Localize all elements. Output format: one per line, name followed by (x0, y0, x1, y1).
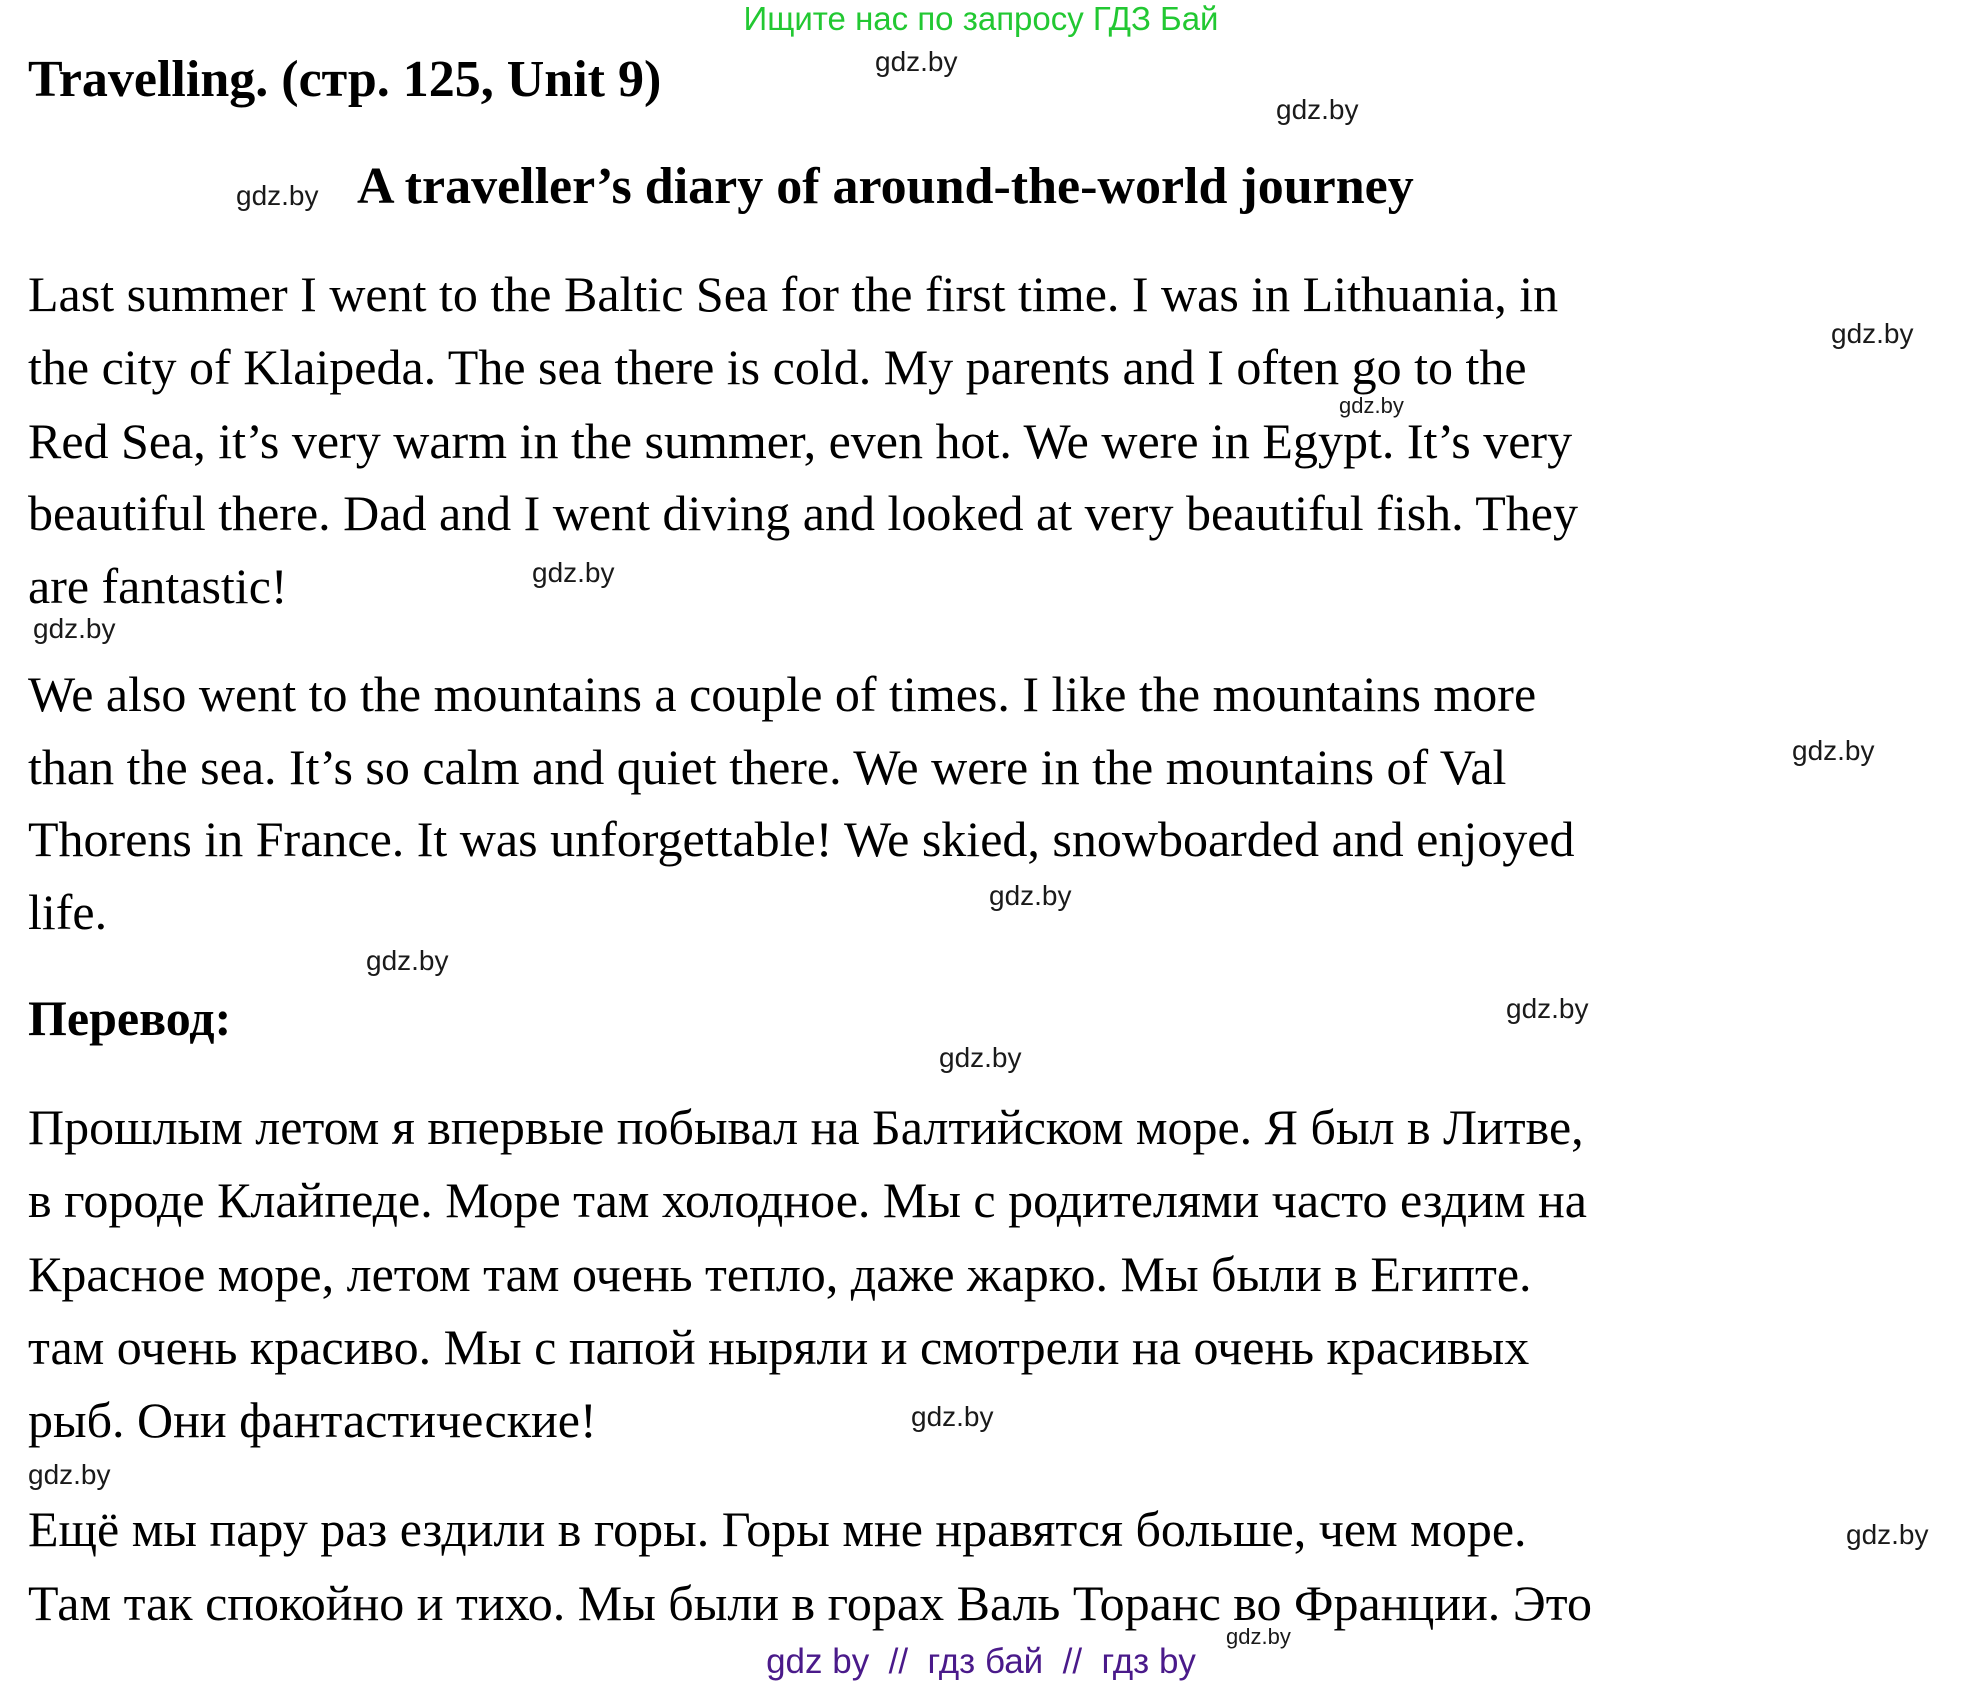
watermark: gdz.by (875, 46, 958, 77)
watermark: gdz.by (33, 613, 116, 644)
text-line: are fantastic! (28, 558, 288, 614)
text-line: Red Sea, it’s very warm in the summer, even hot. We were in Egypt. It’s very (28, 413, 1573, 469)
text-line: Last summer I went to the Baltic Sea for the first time. I was in Lithuania, in (28, 266, 1559, 322)
text-line: than the sea. It’s so calm and quiet there. We were in the mountains of Val (28, 739, 1507, 795)
watermark: gdz.by (1339, 393, 1404, 418)
watermark: gdz.by (1276, 94, 1359, 125)
watermark: gdz.by (939, 1042, 1022, 1073)
search-banner: Ищите нас по запросу ГДЗ Бай (743, 0, 1219, 37)
watermark: gdz.by (366, 945, 449, 976)
text-line: Thorens in France. It was unforgettable! We skied, snowboarded and enjoyed (28, 811, 1575, 867)
text-line: Ещё мы пару раз ездили в горы. Горы мне нравятся больше, чем море. (28, 1501, 1527, 1557)
text-line: beautiful there. Dad and I went diving and looked at very beautiful fish. They (28, 485, 1578, 541)
watermark: gdz.by (1831, 318, 1914, 349)
text-line: life. (28, 884, 108, 940)
text-line: там очень красиво. Мы с папой ныряли и смотрели на очень красивых (28, 1319, 1530, 1375)
page-title: Travelling. (стр. 125, Unit 9) (28, 51, 662, 108)
watermark: gdz.by (989, 880, 1072, 911)
text-line: Прошлым летом я впервые побывал на Балтийском море. Я был в Литве, (28, 1099, 1584, 1155)
watermark: gdz.by (236, 180, 319, 211)
watermark: gdz.by (1792, 735, 1875, 766)
site-footer-links: gdz by // гдз бай // гдз by (766, 1642, 1196, 1681)
watermark: gdz.by (1846, 1519, 1929, 1550)
watermark: gdz.by (28, 1459, 111, 1490)
text-line: рыб. Они фантастические! (28, 1392, 597, 1448)
text-line: the city of Klaipeda. The sea there is cold. My parents and I often go to the (28, 339, 1527, 395)
text-line: Там так спокойно и тихо. Мы были в горах Валь Торанс во Франции. Это (28, 1575, 1592, 1631)
text-line: Красное море, летом там очень тепло, даже жарко. Мы были в Египте. (28, 1246, 1532, 1302)
translation-heading: Перевод: (28, 990, 232, 1046)
text-line: We also went to the mountains a couple of times. I like the mountains more (28, 666, 1537, 722)
text-subtitle: A traveller’s diary of around-the-world journey (357, 158, 1414, 215)
text-line: в городе Клайпеде. Море там холодное. Мы с родителями часто ездим на (28, 1172, 1587, 1228)
watermark: gdz.by (1506, 993, 1589, 1024)
watermark: gdz.by (911, 1401, 994, 1432)
watermark: gdz.by (532, 557, 615, 588)
watermark: gdz.by (1226, 1624, 1291, 1649)
